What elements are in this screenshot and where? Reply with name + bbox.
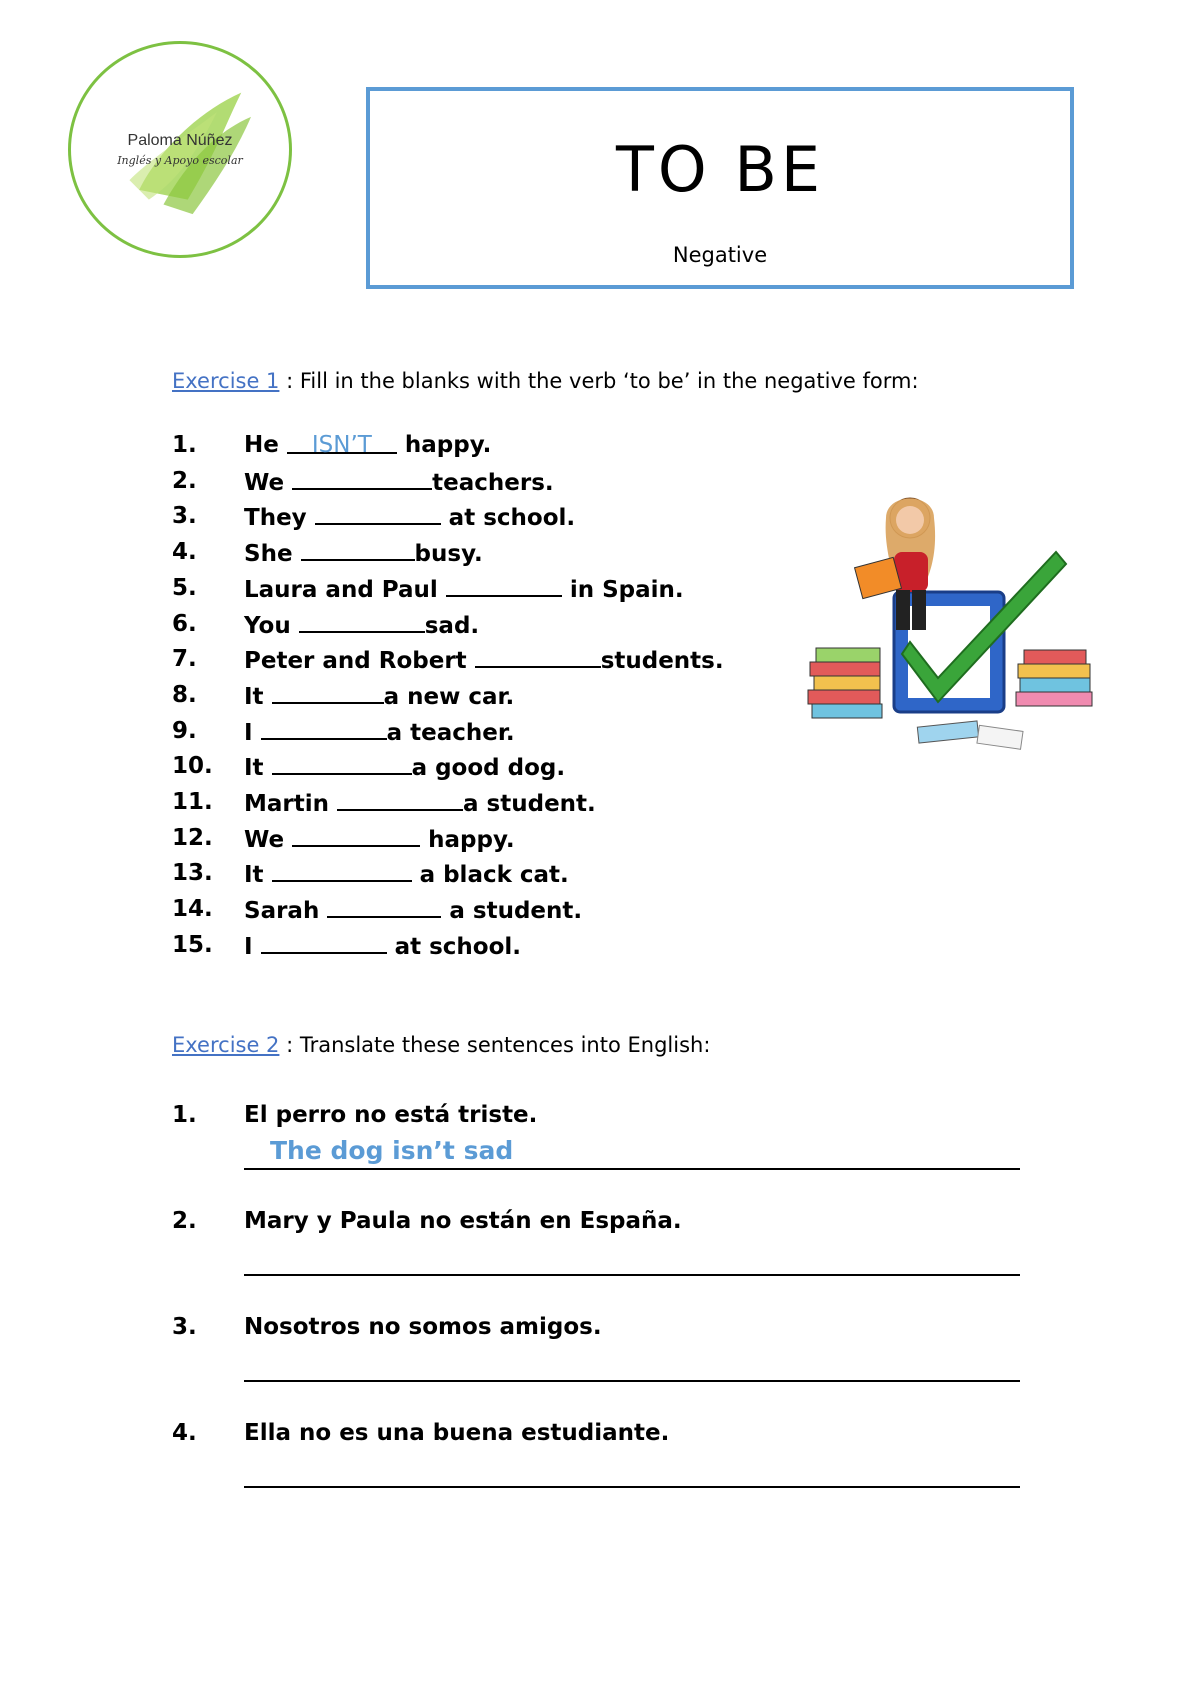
sentence-start: Laura and Paul xyxy=(244,577,446,603)
exercise-1-item xyxy=(244,718,515,746)
exercise-1-item xyxy=(244,575,684,603)
exercise-1-item xyxy=(244,611,479,639)
sentence-end: teachers. xyxy=(432,470,554,496)
exercise-1-item-number: 4. xyxy=(172,539,197,565)
logo-tagline: Inglés y Apoyo escolar xyxy=(117,154,243,167)
exercise-2-label: Exercise 2 xyxy=(172,1033,280,1057)
translation-answer: The dog isn’t sad xyxy=(270,1136,514,1165)
exercise-2-item-number: 4. xyxy=(172,1420,197,1446)
exercise-1-heading xyxy=(172,369,919,393)
sentence-start: I xyxy=(244,934,261,960)
sentence-start: We xyxy=(244,470,293,496)
exercise-1-label: Exercise 1 xyxy=(172,369,280,393)
exercise-1-item xyxy=(244,825,515,853)
answer-blank[interactable] xyxy=(475,646,601,668)
exercise-1-item xyxy=(244,682,514,710)
exercise-1-item xyxy=(244,646,724,674)
exercise-1-item xyxy=(244,539,483,567)
sentence-start: I xyxy=(244,720,261,746)
exercise-1-item xyxy=(244,503,575,531)
sentence-start: Sarah xyxy=(244,898,328,924)
answer-blank[interactable] xyxy=(301,539,415,561)
exercise-1-item xyxy=(244,896,582,924)
exercise-1-item-number: 13. xyxy=(172,860,213,886)
exercise-1-item-number: 15. xyxy=(172,932,213,958)
book-stack-left-icon xyxy=(808,648,882,718)
exercise-1-item-number: 8. xyxy=(172,682,197,708)
answer-blank[interactable] xyxy=(261,932,387,954)
sentence-end: a student. xyxy=(463,791,596,817)
answer-blank[interactable] xyxy=(337,789,463,811)
sentence-start: Martin xyxy=(244,791,338,817)
answer-blank[interactable] xyxy=(287,432,397,458)
exercise-1-item-number: 14. xyxy=(172,896,213,922)
spanish-sentence: El perro no está triste. xyxy=(244,1102,538,1128)
sentence-end: at school. xyxy=(386,934,522,960)
answer-blank[interactable] xyxy=(272,860,412,882)
exercise-1-item-number: 5. xyxy=(172,575,197,601)
answer-blank[interactable] xyxy=(299,611,425,633)
sentence-end: a new car. xyxy=(383,684,515,710)
exercise-2-item-number: 3. xyxy=(172,1314,197,1340)
page-subtitle: Negative xyxy=(672,243,768,267)
sentence-end: in Spain. xyxy=(561,577,684,603)
exercise-1-item-number: 6. xyxy=(172,611,197,637)
sentence-end: a teacher. xyxy=(386,720,515,746)
page-title: TO BE xyxy=(615,133,825,206)
exercise-1-item xyxy=(244,432,491,458)
sentence-start: Peter and Robert xyxy=(244,648,475,674)
answer-blank[interactable] xyxy=(315,503,441,525)
exercise-1-item xyxy=(244,468,554,496)
exercise-1-item-number: 12. xyxy=(172,825,213,851)
exercise-1-item-number: 3. xyxy=(172,503,197,529)
translation-answer-line[interactable] xyxy=(244,1274,1020,1276)
sentence-start: He xyxy=(244,432,287,458)
translation-answer-line[interactable] xyxy=(244,1486,1020,1488)
title-box xyxy=(366,87,1074,289)
sentence-end: at school. xyxy=(440,505,576,531)
exercise-1-item xyxy=(244,932,521,960)
answer-blank[interactable] xyxy=(327,896,441,918)
spanish-sentence: Mary y Paula no están en España. xyxy=(244,1208,682,1234)
answer-blank[interactable] xyxy=(272,682,384,704)
answer-blank[interactable] xyxy=(292,825,420,847)
spanish-sentence: Ella no es una buena estudiante. xyxy=(244,1420,670,1446)
exercise-2-item-number: 2. xyxy=(172,1208,197,1234)
exercise-1-item xyxy=(244,860,569,888)
book-stack-right-icon xyxy=(1016,650,1092,706)
exercise-2-instruction: : Translate these sentences into English: xyxy=(279,1033,711,1057)
exercise-1-item xyxy=(244,789,596,817)
answer-blank[interactable] xyxy=(292,468,432,490)
sentence-end: a student. xyxy=(441,898,583,924)
exercise-1-item-number: 9. xyxy=(172,718,197,744)
answer-blank[interactable] xyxy=(272,753,412,775)
sentence-end: a good dog. xyxy=(411,755,566,781)
filled-answer: ISN’T xyxy=(311,432,372,458)
exercise-2-item-number: 1. xyxy=(172,1102,197,1128)
exercise-1-instruction: : Fill in the blanks with the verb ‘to be’ in the negative form: xyxy=(279,369,919,393)
exercise-1-item-number: 7. xyxy=(172,646,197,672)
sentence-end: busy. xyxy=(414,541,483,567)
sentence-start: She xyxy=(244,541,301,567)
exercise-1-item xyxy=(244,753,565,781)
sentence-start: It xyxy=(244,684,272,710)
exercise-2-heading xyxy=(172,1033,710,1057)
translation-answer-line[interactable] xyxy=(244,1380,1020,1382)
answer-blank[interactable] xyxy=(446,575,562,597)
sentence-end: students. xyxy=(600,648,724,674)
sentence-start: You xyxy=(244,613,299,639)
exercise-1-item-number: 2. xyxy=(172,468,197,494)
logo-name: Paloma Núñez xyxy=(127,132,233,149)
translation-answer-line[interactable] xyxy=(244,1168,1020,1170)
exercise-1-item-number: 11. xyxy=(172,789,213,815)
sentence-end: happy. xyxy=(396,432,492,458)
logo xyxy=(68,41,292,258)
exercise-1-item-number: 1. xyxy=(172,432,197,458)
sentence-start: It xyxy=(244,755,272,781)
sentence-start: We xyxy=(244,827,293,853)
spanish-sentence: Nosotros no somos amigos. xyxy=(244,1314,602,1340)
sentence-start: It xyxy=(244,862,272,888)
exercise-1-item-number: 10. xyxy=(172,753,213,779)
answer-blank[interactable] xyxy=(261,718,387,740)
sentence-end: happy. xyxy=(420,827,515,853)
sentence-start: They xyxy=(244,505,315,531)
sentence-end: a black cat. xyxy=(411,862,569,888)
checkmark-books-illustration xyxy=(798,492,1098,792)
sentence-end: sad. xyxy=(424,613,480,639)
